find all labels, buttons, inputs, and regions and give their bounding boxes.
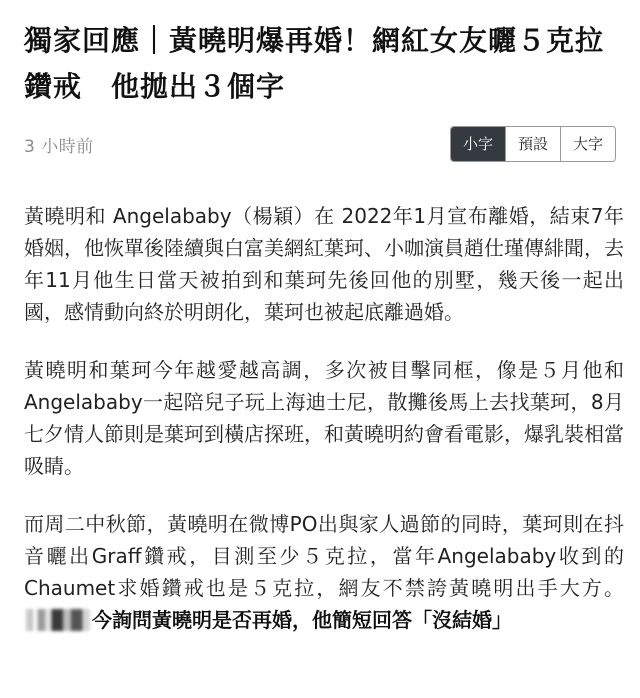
publish-time: 3 小時前 — [24, 137, 94, 157]
article-paragraph-3 — [24, 508, 624, 636]
paragraph-3-text: 而周二中秋節，黃曉明在微博PO出與家人過節的同時，葉珂則在抖音曬出Graff鑽戒，目測至少５克拉，當年Angelababy收到的Chaumet求婚鑽戒也是５克拉，網友不禁誇黃曉明出手大方。 — [24, 512, 624, 600]
font-size-small-button[interactable]: 小字 — [451, 127, 505, 161]
font-size-large-button[interactable]: 大字 — [560, 127, 615, 161]
paragraph-3-bold-text: 今詢問黃曉明是否再婚，他簡短回答「沒結婚」 — [92, 608, 512, 632]
headline-line-2: 鑽戒 他拋出３個字 — [24, 70, 286, 103]
article-body — [24, 200, 624, 662]
redacted-blur — [26, 609, 90, 631]
font-size-default-button[interactable]: 預設 — [505, 127, 560, 161]
article-meta-row — [24, 126, 616, 162]
article-headline — [24, 18, 624, 110]
headline-line-1: 獨家回應｜黃曉明爆再婚！網紅女友曬５克拉 — [24, 24, 605, 57]
font-size-switch — [450, 126, 616, 162]
article-paragraph-2: 黃曉明和葉珂今年越愛越高調，多次被目擊同框，像是５月他和 Angelababy一起陪兒子玩上海迪士尼，散攤後馬上去找葉珂，8月七夕情人節則是葉珂到橫店探班，和黃曉明約會看電影，爆乳裝相當吸睛。 — [24, 358, 624, 478]
article-paragraph-1: 黃曉明和 Angelababy（楊穎）在 2022年1月宣布離婚，結束7年婚姻，他恢單後陸續與白富美網紅葉珂、小咖演員趙仕瑾傳緋聞，去年11月他生日當天被拍到和葉珂先後回他的別墅，幾天後一起出國，感情動向終於明朗化，葉珂也被起底離過婚。 — [24, 204, 624, 324]
